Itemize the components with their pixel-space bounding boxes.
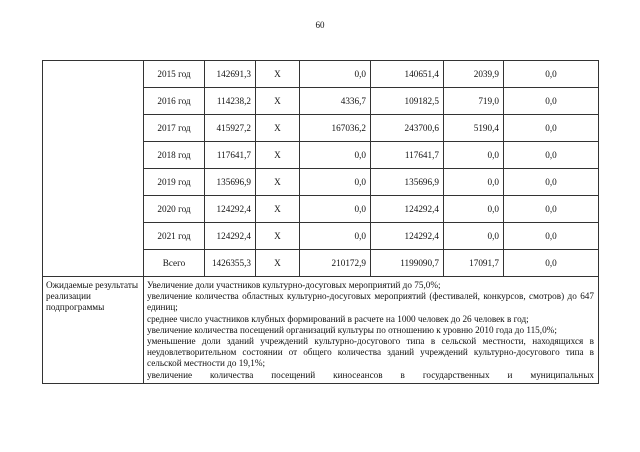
mark-cell: Х [256, 250, 300, 277]
total-cell: 135696,9 [205, 169, 256, 196]
total-cell: 124292,4 [205, 196, 256, 223]
total-cell: 142691,3 [205, 61, 256, 88]
value1-cell: 0,0 [300, 142, 371, 169]
value1-cell: 0,0 [300, 196, 371, 223]
value3-cell: 5190,4 [444, 115, 504, 142]
value2-cell: 124292,4 [371, 196, 444, 223]
mark-cell: Х [256, 196, 300, 223]
value1-cell: 4336,7 [300, 88, 371, 115]
value4-cell: 0,0 [504, 115, 599, 142]
year-cell: Всего [144, 250, 205, 277]
mark-cell: Х [256, 115, 300, 142]
value4-cell: 0,0 [504, 88, 599, 115]
value3-cell: 719,0 [444, 88, 504, 115]
total-cell: 415927,2 [205, 115, 256, 142]
year-cell: 2021 год [144, 223, 205, 250]
value2-cell: 243700,6 [371, 115, 444, 142]
value2-cell: 109182,5 [371, 88, 444, 115]
year-cell: 2020 год [144, 196, 205, 223]
value4-cell: 0,0 [504, 223, 599, 250]
value1-cell: 210172,9 [300, 250, 371, 277]
result-paragraph: среднее число участников клубных формирований в расчете на 1000 человек до 26 человек в год; [147, 313, 529, 324]
expected-results-row [43, 277, 599, 384]
page-number: 60 [315, 20, 325, 30]
mark-cell: Х [256, 142, 300, 169]
total-cell: 1426355,3 [205, 250, 256, 277]
financing-table [42, 60, 599, 384]
result-paragraph: Увеличение доли участников культурно-досуговых мероприятий до 75,0%; [147, 280, 441, 290]
value4-cell: 0,0 [504, 169, 599, 196]
year-cell: 2015 год [144, 61, 205, 88]
value3-cell: 0,0 [444, 196, 504, 223]
value2-cell: 140651,4 [371, 61, 444, 88]
value3-cell: 2039,9 [444, 61, 504, 88]
value3-cell: 0,0 [444, 223, 504, 250]
result-paragraph: увеличение количества посещений организаций культуры по отношению к уровню 2010 года до 115,0%; [147, 324, 557, 335]
value3-cell: 0,0 [444, 142, 504, 169]
year-cell: 2017 год [144, 115, 205, 142]
mark-cell: Х [256, 169, 300, 196]
expected-results-label: Ожидаемые результаты реализации подпрограммы [43, 277, 144, 384]
total-cell: 114238,2 [205, 88, 256, 115]
mark-cell: Х [256, 223, 300, 250]
value1-cell: 0,0 [300, 169, 371, 196]
year-cell: 2018 год [144, 142, 205, 169]
result-paragraph: увеличение количества посещений киносеансов в государственных и муниципальных [147, 369, 594, 380]
value4-cell: 0,0 [504, 142, 599, 169]
value1-cell: 0,0 [300, 223, 371, 250]
result-paragraph: уменьшение доли зданий учреждений культурно-досугового типа в сельской местности, находящихся в неудовлетворительном состоянии от общего количества зданий учреждений культурно-досугового типа в сельской местности до 19,1%; [147, 336, 594, 369]
value1-cell: 167036,2 [300, 115, 371, 142]
total-cell: 124292,4 [205, 223, 256, 250]
value2-cell: 124292,4 [371, 223, 444, 250]
value4-cell: 0,0 [504, 250, 599, 277]
mark-cell: Х [256, 88, 300, 115]
year-cell: 2019 год [144, 169, 205, 196]
result-paragraph: увеличение количества областных культурно-досуговых мероприятий (фестивалей, конкурсов, смотров) до 647 единиц; [147, 291, 594, 313]
value2-cell: 135696,9 [371, 169, 444, 196]
year-cell: 2016 год [144, 88, 205, 115]
value2-cell: 1199090,7 [371, 250, 444, 277]
value2-cell: 117641,7 [371, 142, 444, 169]
total-cell: 117641,7 [205, 142, 256, 169]
expected-results-text [144, 277, 599, 384]
empty-merged-cell [43, 61, 144, 277]
mark-cell: Х [256, 61, 300, 88]
value1-cell: 0,0 [300, 61, 371, 88]
table-row [43, 61, 599, 88]
value3-cell: 17091,7 [444, 250, 504, 277]
value4-cell: 0,0 [504, 61, 599, 88]
value3-cell: 0,0 [444, 169, 504, 196]
value4-cell: 0,0 [504, 196, 599, 223]
